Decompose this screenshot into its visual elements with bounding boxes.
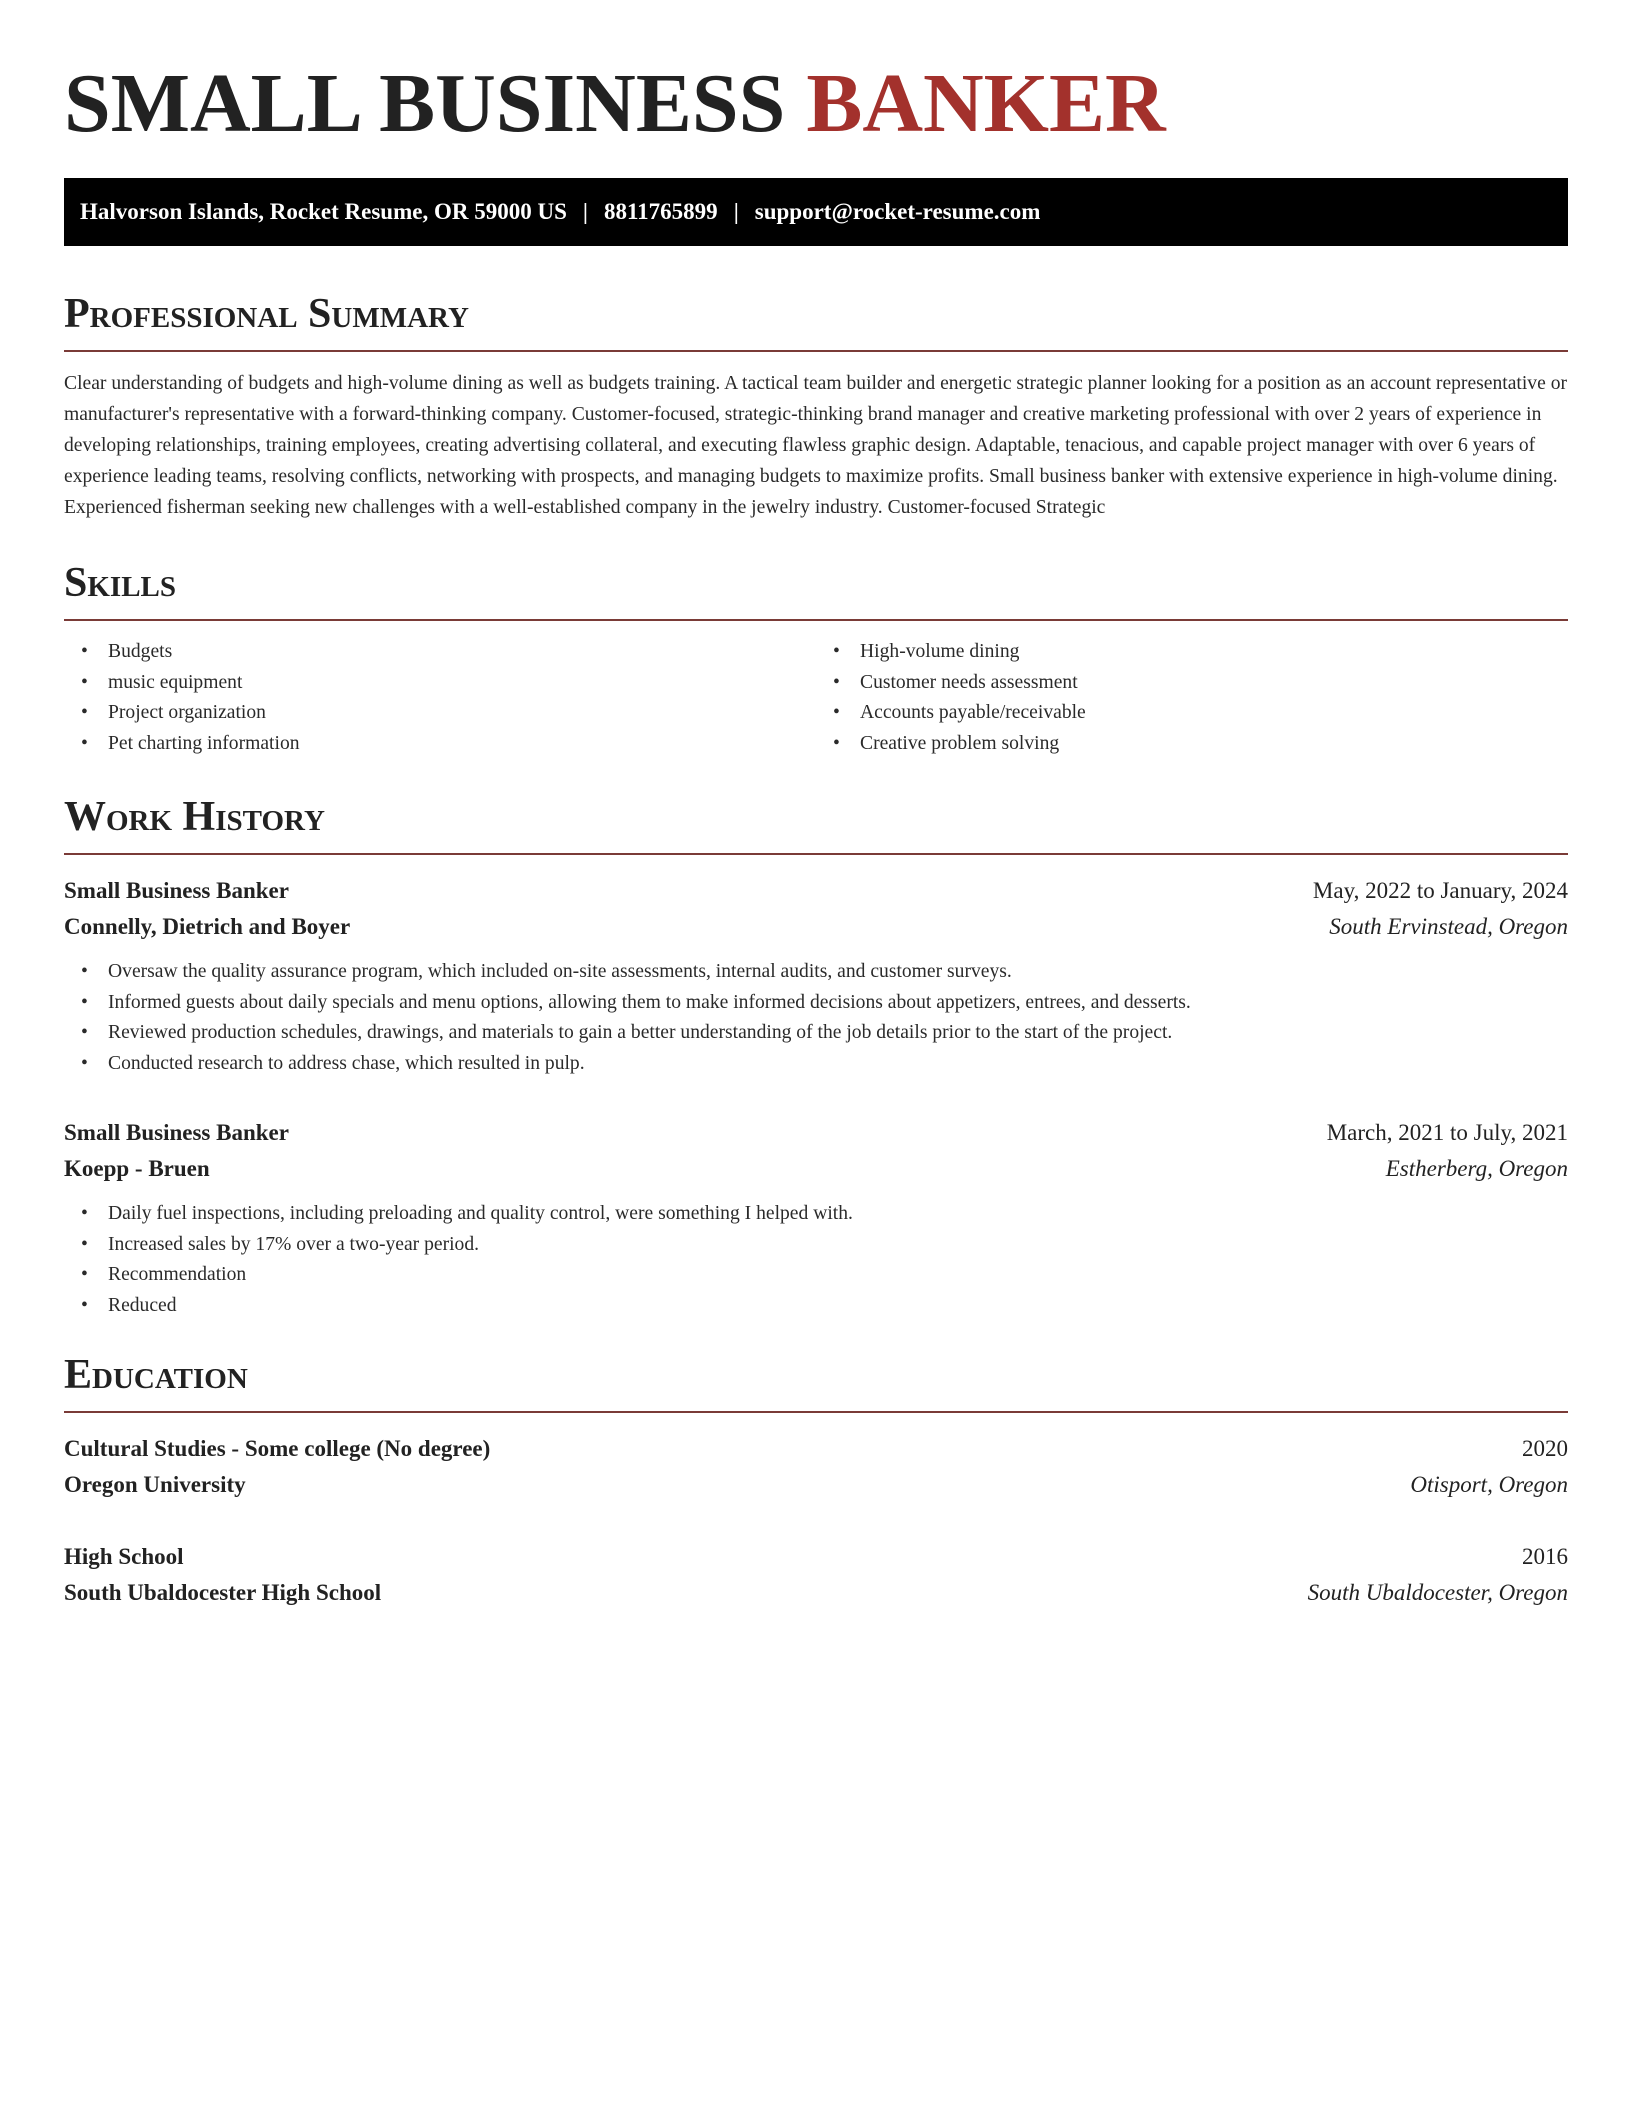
skill-item: • Budgets bbox=[64, 637, 816, 668]
bullet-icon: • bbox=[81, 702, 88, 723]
education-location: South Ubaldocester, Oregon bbox=[1307, 1580, 1568, 1605]
bullet-icon: • bbox=[81, 641, 88, 662]
skill-item: • music equipment bbox=[64, 668, 816, 699]
section-heading: Work History bbox=[64, 793, 1568, 855]
title-accent: BANKER bbox=[806, 57, 1166, 150]
skill-item: • Project organization bbox=[64, 698, 816, 729]
title-main: SMALL BUSINESS bbox=[64, 57, 786, 150]
bullet-icon: • bbox=[81, 1294, 88, 1316]
skills-list-right bbox=[816, 637, 1568, 759]
job-company: Connelly, Dietrich and Boyer bbox=[64, 914, 351, 939]
education-entry bbox=[64, 1431, 1568, 1503]
contact-separator: | bbox=[582, 199, 588, 224]
job-dates: March, 2021 to July, 2021 bbox=[1326, 1120, 1568, 1145]
education-degree: Cultural Studies - Some college (No degree) bbox=[64, 1436, 491, 1461]
job-bullet: • Informed guests about daily specials and menu options, allowing them to make informed decisions about appetizers, entrees, and desserts. bbox=[64, 988, 1568, 1019]
section-heading: Education bbox=[64, 1351, 1568, 1413]
skill-item: • Pet charting information bbox=[64, 729, 816, 760]
bullet-icon: • bbox=[833, 702, 840, 723]
job-bullets bbox=[64, 957, 1568, 1079]
job-bullet: • Conducted research to address chase, which resulted in pulp. bbox=[64, 1049, 1568, 1080]
education-section bbox=[64, 1351, 1568, 1611]
job-bullet: • Recommendation bbox=[64, 1260, 1568, 1291]
job-bullet: • Increased sales by 17% over a two-year period. bbox=[64, 1230, 1568, 1261]
bullet-icon: • bbox=[81, 732, 88, 754]
education-school: South Ubaldocester High School bbox=[64, 1580, 382, 1605]
bullet-icon: • bbox=[81, 1203, 88, 1224]
education-entry bbox=[64, 1539, 1568, 1611]
section-heading: Skills bbox=[64, 559, 1568, 621]
job-bullet: • Daily fuel inspections, including preloading and quality control, were something I helped with. bbox=[64, 1199, 1568, 1230]
bullet-icon: • bbox=[81, 1052, 88, 1074]
resume-title bbox=[64, 56, 1568, 152]
job-bullet: • Reduced bbox=[64, 1291, 1568, 1322]
bullet-icon: • bbox=[81, 1233, 88, 1255]
professional-summary-section bbox=[64, 290, 1568, 523]
contact-email: support@rocket-resume.com bbox=[754, 199, 1041, 224]
job-location: Estherberg, Oregon bbox=[1385, 1156, 1568, 1181]
job-bullet: • Oversaw the quality assurance program, which included on-site assessments, internal audits, and customer surveys. bbox=[64, 957, 1568, 988]
contact-address: Halvorson Islands, Rocket Resume, OR 59000 US bbox=[80, 199, 567, 224]
education-location: Otisport, Oregon bbox=[1410, 1472, 1568, 1497]
skill-item: • Customer needs assessment bbox=[816, 668, 1568, 699]
contact-bar bbox=[64, 178, 1568, 246]
work-history-section bbox=[64, 793, 1568, 1321]
summary-text: Clear understanding of budgets and high-volume dining as well as budgets training. A tactical team builder and energetic strategic planner looking for a position as an account representative or manufacturer's representative with a forward-thinking company. Customer-focused, strategic-thinking brand manager and creative marketing professional with over 2 years of experience in developing relationships, training employees, creating advertising collateral, and executing flawless graphic design. Adaptable, tenacious, and capable project manager with over 6 years of experience leading teams, resolving conflicts, networking with prospects, and managing budgets to maximize profits. Small business banker with extensive experience in high-volume dining. Experienced fisherman seeking new challenges with a well-established company in the jewelry industry. Customer-focused Strategic bbox=[64, 373, 1568, 518]
education-year: 2016 bbox=[1522, 1544, 1568, 1569]
skills-list-left bbox=[64, 637, 816, 759]
job-entry bbox=[64, 1115, 1568, 1321]
bullet-icon: • bbox=[81, 1022, 88, 1043]
skill-item: • High-volume dining bbox=[816, 637, 1568, 668]
skills-columns bbox=[64, 637, 1568, 759]
job-title: Small Business Banker bbox=[64, 878, 289, 903]
education-school: Oregon University bbox=[64, 1472, 246, 1497]
job-location: South Ervinstead, Oregon bbox=[1329, 914, 1568, 939]
skills-section bbox=[64, 559, 1568, 759]
job-dates: May, 2022 to January, 2024 bbox=[1312, 878, 1568, 903]
job-bullet: • Reviewed production schedules, drawings, and materials to gain a better understanding of the job details prior to the start of the project. bbox=[64, 1018, 1568, 1049]
bullet-icon: • bbox=[81, 991, 88, 1013]
section-heading: Professional Summary bbox=[64, 290, 1568, 352]
bullet-icon: • bbox=[81, 961, 88, 982]
bullet-icon: • bbox=[81, 671, 88, 693]
job-title: Small Business Banker bbox=[64, 1120, 289, 1145]
education-degree: High School bbox=[64, 1544, 184, 1569]
education-year: 2020 bbox=[1522, 1436, 1568, 1461]
contact-phone: 8811765899 bbox=[603, 199, 718, 224]
bullet-icon: • bbox=[833, 732, 840, 754]
skill-item: • Accounts payable/receivable bbox=[816, 698, 1568, 729]
job-bullets bbox=[64, 1199, 1568, 1321]
bullet-icon: • bbox=[833, 641, 840, 662]
bullet-icon: • bbox=[833, 671, 840, 693]
job-entry bbox=[64, 873, 1568, 1079]
bullet-icon: • bbox=[81, 1264, 88, 1285]
job-company: Koepp - Bruen bbox=[64, 1156, 210, 1181]
skill-item: • Creative problem solving bbox=[816, 729, 1568, 760]
contact-separator: | bbox=[733, 199, 739, 224]
